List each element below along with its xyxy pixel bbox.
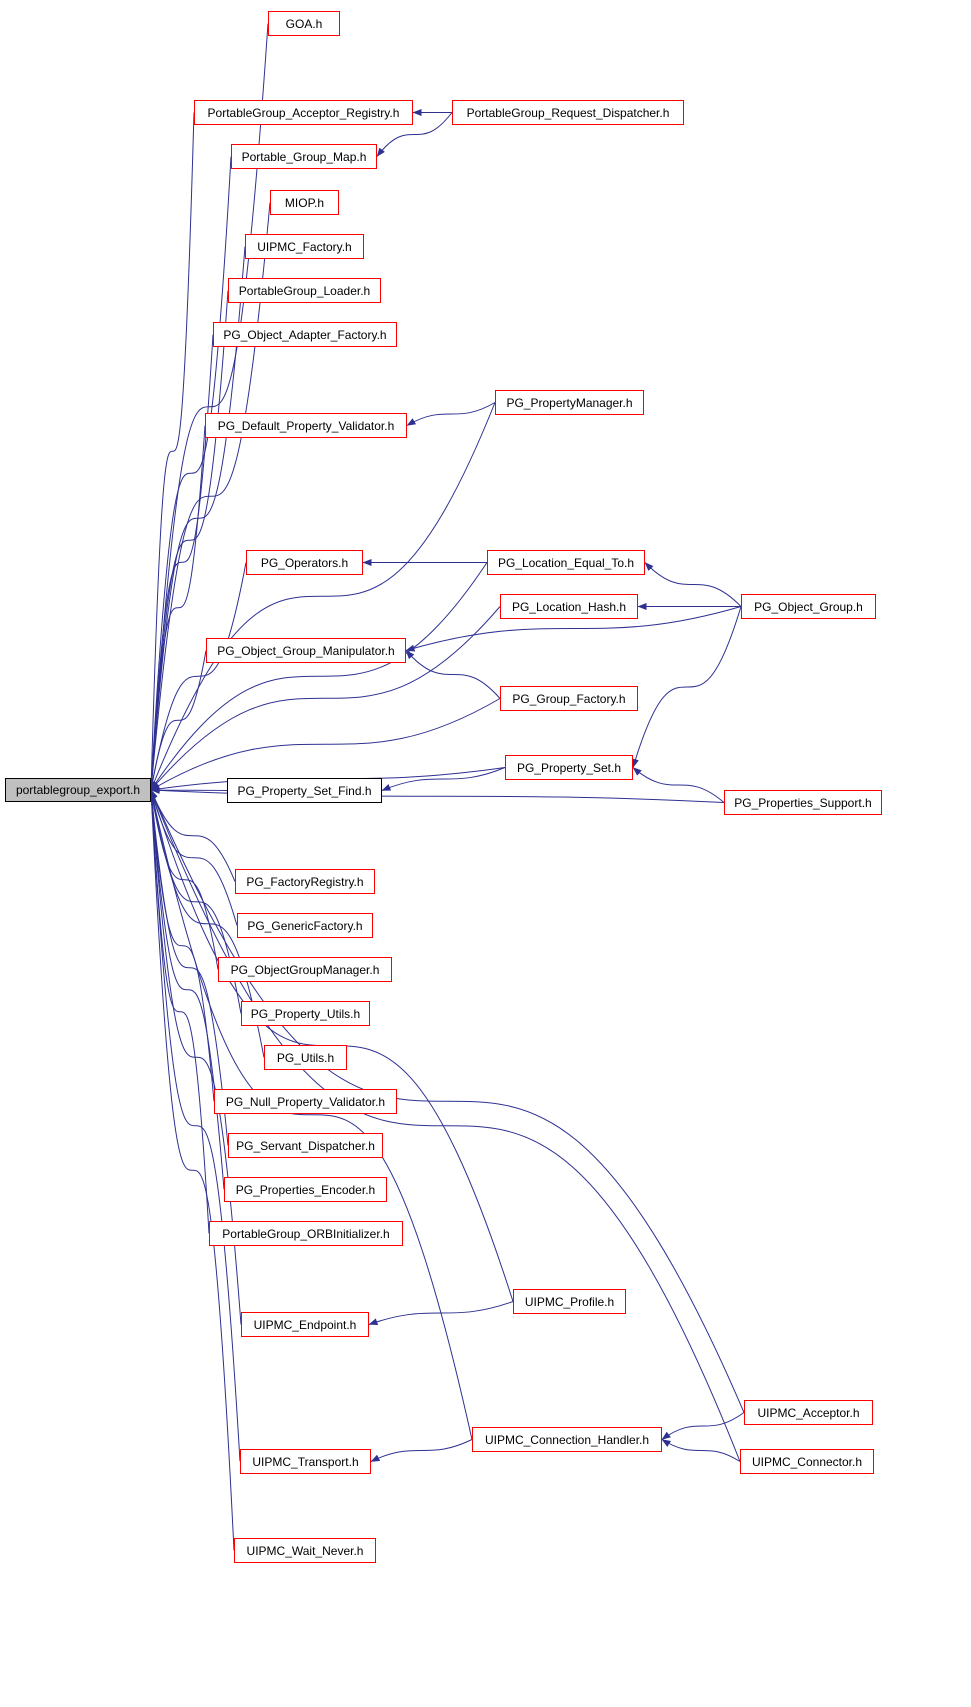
graph-node-n2[interactable] [194,100,413,125]
graph-node-label: PG_Object_Adapter_Factory.h [223,327,387,342]
graph-node-label: MIOP.h [284,195,325,210]
graph-edge [151,335,213,791]
graph-node-label: PG_Location_Equal_To.h [497,555,635,570]
graph-node-label: UIPMC_Acceptor.h [757,1405,860,1420]
graph-node-n3[interactable] [452,100,684,125]
graph-node-n35[interactable] [234,1538,376,1563]
graph-node-n26[interactable] [228,1133,383,1158]
graph-node-label: PG_Operators.h [260,555,349,570]
graph-edge [633,607,741,768]
graph-node-n19[interactable] [724,790,882,815]
graph-edge [151,563,487,791]
graph-node-n29[interactable] [513,1289,626,1314]
graph-node-label: UIPMC_Profile.h [524,1294,615,1309]
graph-edge [151,157,231,791]
graph-edge [151,651,206,791]
graph-node-n30[interactable] [241,1312,369,1337]
graph-node-n24[interactable] [264,1045,347,1070]
graph-node-n4[interactable] [231,144,377,169]
graph-node-n17[interactable] [505,755,633,780]
graph-node-n9[interactable] [495,390,644,415]
graph-node-n34[interactable] [740,1449,874,1474]
graph-edge [151,291,228,791]
graph-node-label: PG_Servant_Dispatcher.h [236,1138,375,1153]
graph-edge [151,790,240,1462]
graph-edge [662,1413,744,1440]
graph-edge [151,24,268,791]
graph-node-label: PG_Property_Utils.h [250,1006,361,1021]
graph-node-label: PortableGroup_ORBInitializer.h [222,1226,390,1241]
graph-node-label: UIPMC_Connector.h [751,1454,863,1469]
graph-edge [382,768,505,791]
graph-edge [151,563,246,791]
graph-node-n18[interactable] [227,778,382,803]
graph-edge [151,790,214,1102]
graph-edge [369,1302,513,1325]
graph-node-label: PG_Utils.h [276,1050,335,1065]
graph-node-n12[interactable] [487,550,645,575]
graph-node-label: PG_Default_Property_Validator.h [217,418,395,433]
graph-node-n16[interactable] [500,686,638,711]
graph-node-label: PG_GenericFactory.h [247,918,363,933]
graph-node-label: portablegroup_export.h [15,783,141,797]
graph-node-label: PortableGroup_Acceptor_Registry.h [207,105,400,120]
graph-node-label: UIPMC_Transport.h [252,1454,359,1469]
graph-node-n20[interactable] [235,869,375,894]
graph-edge [151,403,495,791]
graph-node-label: PG_Object_Group.h [754,599,863,614]
graph-node-label: UIPMC_Endpoint.h [253,1317,357,1332]
graph-node-n10[interactable] [205,413,407,438]
graph-node-n23[interactable] [241,1001,370,1026]
graph-edge [151,790,237,926]
graph-node-n22[interactable] [218,957,392,982]
graph-node-n27[interactable] [224,1177,387,1202]
graph-node-label: PortableGroup_Loader.h [238,283,371,298]
graph-node-n25[interactable] [214,1089,397,1114]
graph-node-n28[interactable] [209,1221,403,1246]
graph-edge [151,790,235,882]
graph-node-n1[interactable] [268,11,340,36]
graph-node-label: PG_Group_Factory.h [512,691,626,706]
graph-edge [645,563,741,607]
graph-node-n21[interactable] [237,913,373,938]
graph-node-n13[interactable] [500,594,638,619]
graph-node-label: PG_Properties_Encoder.h [235,1182,376,1197]
graph-node-label: UIPMC_Wait_Never.h [246,1543,364,1558]
graph-edge [151,113,194,791]
graph-edge [151,699,500,791]
graph-node-label: PG_Properties_Support.h [734,795,872,810]
graph-node-label: PG_Property_Set.h [516,760,622,775]
graph-edge [406,651,500,699]
graph-node-label: UIPMC_Connection_Handler.h [484,1432,650,1447]
graph-edge [633,768,724,803]
graph-node-n7[interactable] [228,278,381,303]
graph-node-n33[interactable] [240,1449,371,1474]
graph-edge [371,1440,472,1462]
graph-edge [151,426,205,791]
graph-node-n8[interactable] [213,322,397,347]
graph-node-n32[interactable] [472,1427,662,1452]
graph-edge [151,790,218,970]
graph-node-label: UIPMC_Factory.h [257,239,352,254]
graph-node-n11[interactable] [246,550,363,575]
graph-node-label: Portable_Group_Map.h [241,149,367,164]
graph-edge [151,790,209,1234]
graph-node-n14[interactable] [741,594,876,619]
graph-node-label: PG_PropertyManager.h [506,395,633,410]
graph-node-label: PG_Location_Hash.h [511,599,627,614]
graph-edge [151,607,500,791]
graph-node-label: GOA.h [285,16,323,31]
graph-node-n15[interactable] [206,638,406,663]
graph-node-n6[interactable] [245,234,364,259]
graph-edge [662,1440,740,1462]
graph-node-label: PG_FactoryRegistry.h [246,874,364,889]
graph-edge [151,790,227,791]
graph-node-root[interactable] [5,778,151,802]
graph-node-label: PG_ObjectGroupManager.h [230,962,380,977]
graph-edge [151,790,224,1190]
graph-node-label: PG_Object_Group_Manipulator.h [217,643,395,658]
graph-node-label: PG_Null_Property_Validator.h [225,1094,386,1109]
graph-node-n31[interactable] [744,1400,873,1425]
graph-node-label: PG_Property_Set_Find.h [237,783,372,798]
graph-node-label: PortableGroup_Request_Dispatcher.h [466,105,670,120]
graph-edge [407,403,495,426]
graph-edge [151,790,234,1551]
graph-node-n5[interactable] [270,190,339,215]
